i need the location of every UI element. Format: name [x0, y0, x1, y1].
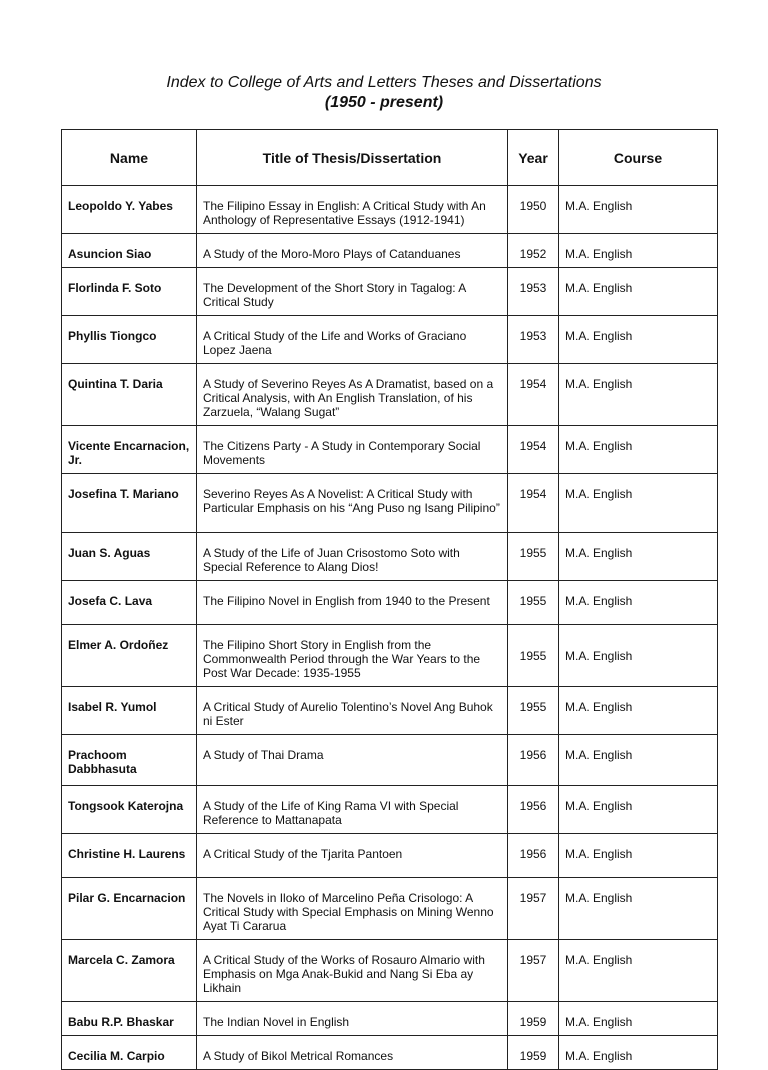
thesis-title: The Novels in Iloko of Marcelino Peña Crisologo: A Critical Study with Special Emphasis on Mining Wenno Ayat Ti Cararua: [197, 878, 508, 940]
thesis-course: M.A. English: [559, 1036, 718, 1070]
table-row: [62, 1036, 718, 1070]
thesis-title: The Filipino Essay in English: A Critical Study with An Anthology of Representative Essays (1912-1941): [197, 186, 508, 234]
thesis-year: 1953: [508, 268, 559, 316]
author-name: Asuncion Siao: [62, 234, 197, 268]
thesis-title: The Indian Novel in English: [197, 1002, 508, 1036]
author-name: Leopoldo Y. Yabes: [62, 186, 197, 234]
table-row: [62, 940, 718, 1002]
thesis-title: A Study of Bikol Metrical Romances: [197, 1036, 508, 1070]
thesis-title: A Critical Study of the Works of Rosauro Almario with Emphasis on Mga Anak-Bukid and Nang Si Eba ay Likhain: [197, 940, 508, 1002]
thesis-year: 1955: [508, 625, 559, 687]
thesis-year: 1954: [508, 474, 559, 533]
author-name: Christine H. Laurens: [62, 834, 197, 878]
author-name: Josefina T. Mariano: [62, 474, 197, 533]
table-row: [62, 1002, 718, 1036]
thesis-course: M.A. English: [559, 786, 718, 834]
table-row: [62, 268, 718, 316]
thesis-course: M.A. English: [559, 625, 718, 687]
author-name: Pilar G. Encarnacion: [62, 878, 197, 940]
author-name: Josefa C. Lava: [62, 581, 197, 625]
thesis-course: M.A. English: [559, 533, 718, 581]
thesis-title: A Critical Study of the Tjarita Pantoen: [197, 834, 508, 878]
thesis-year: 1952: [508, 234, 559, 268]
thesis-course: M.A. English: [559, 940, 718, 1002]
thesis-year: 1959: [508, 1036, 559, 1070]
thesis-course: M.A. English: [559, 581, 718, 625]
thesis-year: 1957: [508, 878, 559, 940]
thesis-course: M.A. English: [559, 474, 718, 533]
thesis-course: M.A. English: [559, 186, 718, 234]
thesis-course: M.A. English: [559, 878, 718, 940]
table-row: [62, 625, 718, 687]
thesis-title: The Development of the Short Story in Tagalog: A Critical Study: [197, 268, 508, 316]
thesis-title: Severino Reyes As A Novelist: A Critical Study with Particular Emphasis on his “Ang Puso ng Isang Pilipino”: [197, 474, 508, 533]
document-title: Index to College of Arts and Letters Theses and Dissertations: [166, 74, 602, 91]
thesis-year: 1957: [508, 940, 559, 1002]
thesis-title: A Critical Study of Aurelio Tolentino’s Novel Ang Buhok ni Ester: [197, 687, 508, 735]
thesis-year: 1954: [508, 364, 559, 426]
thesis-year: 1950: [508, 186, 559, 234]
table-row: [62, 316, 718, 364]
table-row: [62, 474, 718, 533]
column-header-title: Title of Thesis/Dissertation: [197, 130, 508, 186]
table-row: [62, 426, 718, 474]
table-row: [62, 533, 718, 581]
thesis-year: 1955: [508, 581, 559, 625]
thesis-title: A Study of the Life of Juan Crisostomo Soto with Special Reference to Alang Dios!: [197, 533, 508, 581]
author-name: Elmer A. Ordoñez: [62, 625, 197, 687]
thesis-title: A Critical Study of the Life and Works of Graciano Lopez Jaena: [197, 316, 508, 364]
author-name: Prachoom Dabbhasuta: [62, 735, 197, 786]
table-row: [62, 364, 718, 426]
author-name: Cecilia M. Carpio: [62, 1036, 197, 1070]
column-header-course: Course: [559, 130, 718, 186]
table-row: [62, 234, 718, 268]
thesis-year: 1955: [508, 533, 559, 581]
column-header-year: Year: [508, 130, 559, 186]
thesis-year: 1956: [508, 735, 559, 786]
thesis-course: M.A. English: [559, 1002, 718, 1036]
author-name: Quintina T. Daria: [62, 364, 197, 426]
theses-table: [61, 129, 718, 1070]
thesis-course: M.A. English: [559, 364, 718, 426]
table-row: [62, 687, 718, 735]
document-header: [0, 72, 768, 113]
thesis-course: M.A. English: [559, 426, 718, 474]
author-name: Isabel R. Yumol: [62, 687, 197, 735]
thesis-year: 1953: [508, 316, 559, 364]
author-name: Babu R.P. Bhaskar: [62, 1002, 197, 1036]
author-name: Florlinda F. Soto: [62, 268, 197, 316]
author-name: Vicente Encarnacion, Jr.: [62, 426, 197, 474]
thesis-year: 1955: [508, 687, 559, 735]
thesis-title: A Study of the Moro-Moro Plays of Catanduanes: [197, 234, 508, 268]
thesis-course: M.A. English: [559, 834, 718, 878]
thesis-year: 1956: [508, 834, 559, 878]
thesis-title: A Study of the Life of King Rama VI with Special Reference to Mattanapata: [197, 786, 508, 834]
thesis-year: 1954: [508, 426, 559, 474]
thesis-title: A Study of Severino Reyes As A Dramatist, based on a Critical Analysis, with An English Translation, of his Zarzuela, “Walang Sugat”: [197, 364, 508, 426]
thesis-year: 1956: [508, 786, 559, 834]
author-name: Marcela C. Zamora: [62, 940, 197, 1002]
table-row: [62, 735, 718, 786]
thesis-title: The Filipino Novel in English from 1940 to the Present: [197, 581, 508, 625]
table-row: [62, 186, 718, 234]
table-row: [62, 878, 718, 940]
thesis-course: M.A. English: [559, 268, 718, 316]
thesis-title: A Study of Thai Drama: [197, 735, 508, 786]
document-subtitle: (1950 - present): [324, 94, 444, 111]
author-name: Tongsook Katerojna: [62, 786, 197, 834]
column-header-name: Name: [62, 130, 197, 186]
table-row: [62, 581, 718, 625]
thesis-course: M.A. English: [559, 234, 718, 268]
author-name: Phyllis Tiongco: [62, 316, 197, 364]
author-name: Juan S. Aguas: [62, 533, 197, 581]
thesis-year: 1959: [508, 1002, 559, 1036]
thesis-course: M.A. English: [559, 687, 718, 735]
thesis-course: M.A. English: [559, 735, 718, 786]
table-header-row: [62, 130, 718, 186]
table-row: [62, 786, 718, 834]
thesis-course: M.A. English: [559, 316, 718, 364]
table-row: [62, 834, 718, 878]
thesis-title: The Filipino Short Story in English from the Commonwealth Period through the War Years to the Post War Decade: 1935-1955: [197, 625, 508, 687]
thesis-title: The Citizens Party - A Study in Contemporary Social Movements: [197, 426, 508, 474]
